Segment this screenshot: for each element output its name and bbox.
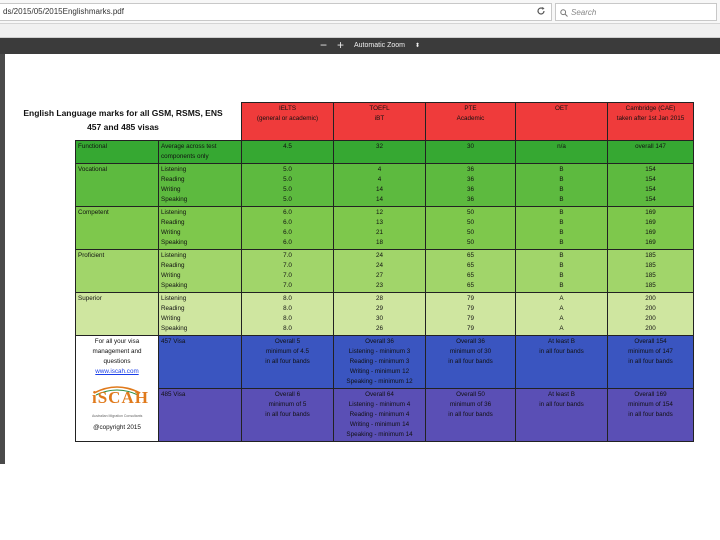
iscah-link[interactable]: www.iscah.com bbox=[95, 368, 139, 375]
table-cell: Overall 154 minimum of 147 in all four bands bbox=[608, 336, 694, 389]
functional-row bbox=[76, 141, 694, 164]
promo-block: For all your visa management and questions www.iscah.com iSCAH Australian Migration Consultants @copyright 2015 bbox=[76, 336, 159, 442]
table-cell: 185 185 185 185 bbox=[608, 250, 694, 293]
table-cell: Overall 6 minimum of 5 in all four bands bbox=[242, 389, 334, 442]
table-cell: 30 bbox=[426, 141, 516, 164]
level-row-competent bbox=[76, 207, 694, 250]
table-cell: At least B in all four bands bbox=[516, 389, 608, 442]
below-viewer-area bbox=[0, 464, 720, 540]
level-row-vocational bbox=[76, 164, 694, 207]
header-row bbox=[76, 103, 694, 141]
table-cell: B B B B bbox=[516, 207, 608, 250]
table-cell: 36 36 36 36 bbox=[426, 164, 516, 207]
zoom-select-label: Automatic Zoom bbox=[354, 42, 405, 49]
chevron-updown-icon: ⬍ bbox=[414, 43, 420, 49]
table-cell: 32 bbox=[334, 141, 426, 164]
table-cell: 4.5 bbox=[242, 141, 334, 164]
table-cell: B B B B bbox=[516, 250, 608, 293]
search-placeholder: Search bbox=[571, 8, 597, 17]
visa-label: 457 Visa bbox=[159, 336, 242, 389]
table-cell: Overall 36 Listening - minimum 3 Reading - minimum 3 Writing - minimum 12 Speaking - minimum 12 bbox=[334, 336, 426, 389]
table-cell: 154 154 154 154 bbox=[608, 164, 694, 207]
reload-icon[interactable] bbox=[536, 6, 546, 19]
header-toefl: TOEFL iBT bbox=[334, 103, 426, 141]
skill-list: Listening Reading Writing Speaking bbox=[159, 164, 242, 207]
zoom-in-button[interactable]: + bbox=[337, 38, 345, 52]
table-cell: 79 79 79 79 bbox=[426, 293, 516, 336]
iscah-logo bbox=[90, 383, 149, 421]
table-cell: Overall 169 minimum of 154 in all four bands bbox=[608, 389, 694, 442]
level-label: Superior bbox=[76, 293, 159, 336]
header-ielts: IELTS (general or academic) bbox=[242, 103, 334, 141]
skill-list: Listening Reading Writing Speaking bbox=[159, 293, 242, 336]
url-field[interactable]: ds/2015/05/2015Englishmarks.pdf bbox=[0, 3, 552, 21]
skill-label: Average across test components only bbox=[159, 141, 242, 164]
header-pte: PTE Academic bbox=[426, 103, 516, 141]
logo-tagline: Australian Migration Consultants bbox=[92, 414, 143, 418]
doc-title-line2: 457 and 485 visas bbox=[87, 122, 159, 132]
table-cell: A A A A bbox=[516, 293, 608, 336]
browser-toolbar bbox=[0, 0, 720, 24]
header-cambridge: Cambridge (CAE) taken after 1st Jan 2015 bbox=[608, 103, 694, 141]
pdf-page bbox=[5, 54, 720, 464]
table-cell: B B B B bbox=[516, 164, 608, 207]
bookmarks-strip bbox=[0, 24, 720, 38]
table-cell: 28 29 30 26 bbox=[334, 293, 426, 336]
search-icon bbox=[560, 9, 568, 17]
table-cell: Overall 36 minimum of 30 in all four bands bbox=[426, 336, 516, 389]
zoom-select[interactable] bbox=[350, 40, 422, 52]
visa-457-row bbox=[76, 336, 694, 389]
table-cell: 8.0 8.0 8.0 8.0 bbox=[242, 293, 334, 336]
visa-485-row bbox=[76, 389, 694, 442]
table-cell: 169 169 169 169 bbox=[608, 207, 694, 250]
table-cell: 12 13 21 18 bbox=[334, 207, 426, 250]
level-label: Proficient bbox=[76, 250, 159, 293]
skill-list: Listening Reading Writing Speaking bbox=[159, 250, 242, 293]
zoom-out-button[interactable]: − bbox=[320, 38, 328, 52]
level-row-superior bbox=[76, 293, 694, 336]
visa-label: 485 Visa bbox=[159, 389, 242, 442]
level-label: Functional bbox=[76, 141, 159, 164]
copyright: @copyright 2015 bbox=[93, 424, 141, 431]
table-cell: 65 65 65 65 bbox=[426, 250, 516, 293]
level-label: Vocational bbox=[76, 164, 159, 207]
table-cell: At least B in all four bands bbox=[516, 336, 608, 389]
skill-list: Listening Reading Writing Speaking bbox=[159, 207, 242, 250]
level-label: Competent bbox=[76, 207, 159, 250]
search-input[interactable] bbox=[555, 3, 717, 21]
table-cell: Overall 64 Listening - minimum 4 Reading - minimum 4 Writing - minimum 14 Speaking - minimum 14 bbox=[334, 389, 426, 442]
table-cell: 200 200 200 200 bbox=[608, 293, 694, 336]
pdf-toolbar bbox=[0, 38, 720, 54]
table-cell: overall 147 bbox=[608, 141, 694, 164]
level-row-proficient bbox=[76, 250, 694, 293]
table-cell: 4 4 14 14 bbox=[334, 164, 426, 207]
table-cell: 6.0 6.0 6.0 6.0 bbox=[242, 207, 334, 250]
table-cell: 50 50 50 50 bbox=[426, 207, 516, 250]
doc-title-line1: English Language marks for all GSM, RSMS, ENS bbox=[23, 108, 223, 118]
table-cell: Overall 5 minimum of 4.5 in all four bands bbox=[242, 336, 334, 389]
table-cell: 24 24 27 23 bbox=[334, 250, 426, 293]
header-oet: OET bbox=[516, 103, 608, 141]
table-cell: n/a bbox=[516, 141, 608, 164]
table-cell: Overall 50 minimum of 36 in all four bands bbox=[426, 389, 516, 442]
table-cell: 7.0 7.0 7.0 7.0 bbox=[242, 250, 334, 293]
marks-table bbox=[75, 102, 694, 442]
logo-text: iSCAH bbox=[92, 388, 149, 407]
table-cell: 5.0 5.0 5.0 5.0 bbox=[242, 164, 334, 207]
